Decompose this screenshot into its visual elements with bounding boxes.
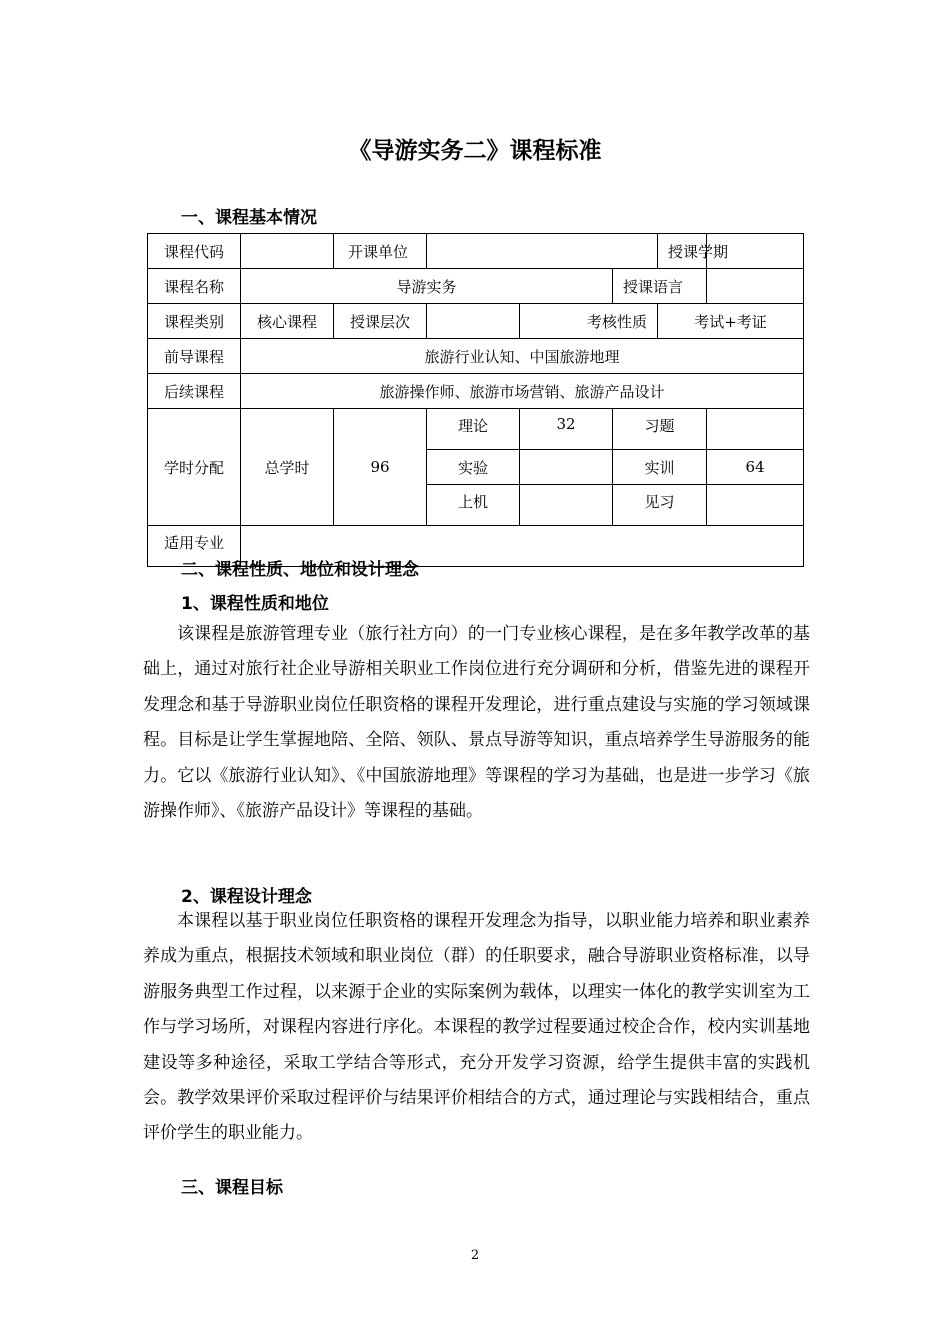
table-row	[148, 409, 804, 450]
table-cell: 习题	[613, 409, 707, 450]
document-title: 《导游实务二》课程标准	[348, 138, 602, 164]
table-cell: 总学时	[241, 409, 334, 526]
table-cell: 64	[707, 450, 804, 485]
paragraph-design	[143, 904, 810, 1152]
table-cell	[427, 234, 658, 269]
subsection-heading-design: 2、课程设计理念	[181, 887, 312, 907]
table-cell: 后续课程	[148, 374, 241, 409]
table-cell: 理论	[427, 409, 520, 450]
table-cell: 课程名称	[148, 269, 241, 304]
section-heading-nature: 二、课程性质、地位和设计理念	[181, 560, 419, 580]
table-cell	[707, 269, 804, 304]
table-cell: 上机	[427, 485, 520, 526]
table-cell	[520, 485, 613, 526]
table-cell: 适用专业	[148, 526, 241, 567]
section-heading-basic-info: 一、课程基本情况	[181, 208, 317, 228]
table-cell: 32	[520, 409, 613, 450]
table-row	[148, 374, 804, 409]
table-cell: 旅游操作师、旅游市场营销、旅游产品设计	[241, 374, 804, 409]
page-number: 2	[470, 1248, 480, 1263]
table-cell	[707, 485, 804, 526]
paragraph-text: 本课程以基于职业岗位任职资格的课程开发理念为指导，以职业能力培养和职业素养养成为重点，根据技术领域和职业岗位（群）的任职要求，融合导游职业资格标准，以导游服务典型工作过程，以来源于企业的实际案例为载体，以理实一体化的教学实训室为工作与学习场所，对课程内容进行序化。本课程的教学过程要通过校企合作，校内实训基地建设等多种途径，采取工学结合等形式，充分开发学习资源，给学生提供丰富的实践机会。教学效果评价采取过程评价与结果评价相结合的方式，通过理论与实践相结合，重点评价学生的职业能力。	[143, 911, 810, 1144]
table-cell: 课程类别	[148, 304, 241, 339]
table-cell: 授课层次	[334, 304, 427, 339]
table-cell: 96	[334, 409, 427, 526]
table-cell: 见习	[613, 485, 707, 526]
table-row	[148, 234, 804, 269]
subsection-heading-nature: 1、课程性质和地位	[181, 594, 329, 614]
table-cell: 学时分配	[148, 409, 241, 526]
table-cell: 实验	[427, 450, 520, 485]
section-heading-goals: 三、课程目标	[181, 1178, 283, 1198]
table-cell	[520, 450, 613, 485]
table-row	[148, 339, 804, 374]
table-cell: 授课语言	[613, 269, 707, 304]
table-cell	[707, 409, 804, 450]
table-cell: 前导课程	[148, 339, 241, 374]
paragraph-text: 该课程是旅游管理专业（旅行社方向）的一门专业核心课程，是在多年教学改革的基础上，通过对旅行社企业导游相关职业工作岗位进行充分调研和分析，借鉴先进的课程开发理念和基于导游职业岗位任职资格的课程开发理论，进行重点建设与实施的学习领域课程。目标是让学生掌握地陪、全陪、领队、景点导游等知识，重点培养学生导游服务的能力。它以《旅游行业认知》、《中国旅游地理》等课程的学习为基础，也是进一步学习《旅游操作师》、《旅游产品设计》等课程的基础。	[143, 624, 810, 822]
table-cell: 授课学期	[658, 234, 707, 269]
table-cell: 旅游行业认知、中国旅游地理	[241, 339, 804, 374]
paragraph-nature	[143, 617, 810, 829]
table-cell: 开课单位	[334, 234, 427, 269]
table-cell: 考核性质	[520, 304, 658, 339]
table-cell: 导游实务	[241, 269, 613, 304]
table-row	[148, 269, 804, 304]
course-info-table	[147, 233, 804, 567]
table-cell	[241, 234, 334, 269]
table-cell: 课程代码	[148, 234, 241, 269]
table-cell	[427, 304, 520, 339]
table-row	[148, 304, 804, 339]
table-cell: 核心课程	[241, 304, 334, 339]
table-cell: 考试+考证	[658, 304, 804, 339]
table-cell: 实训	[613, 450, 707, 485]
